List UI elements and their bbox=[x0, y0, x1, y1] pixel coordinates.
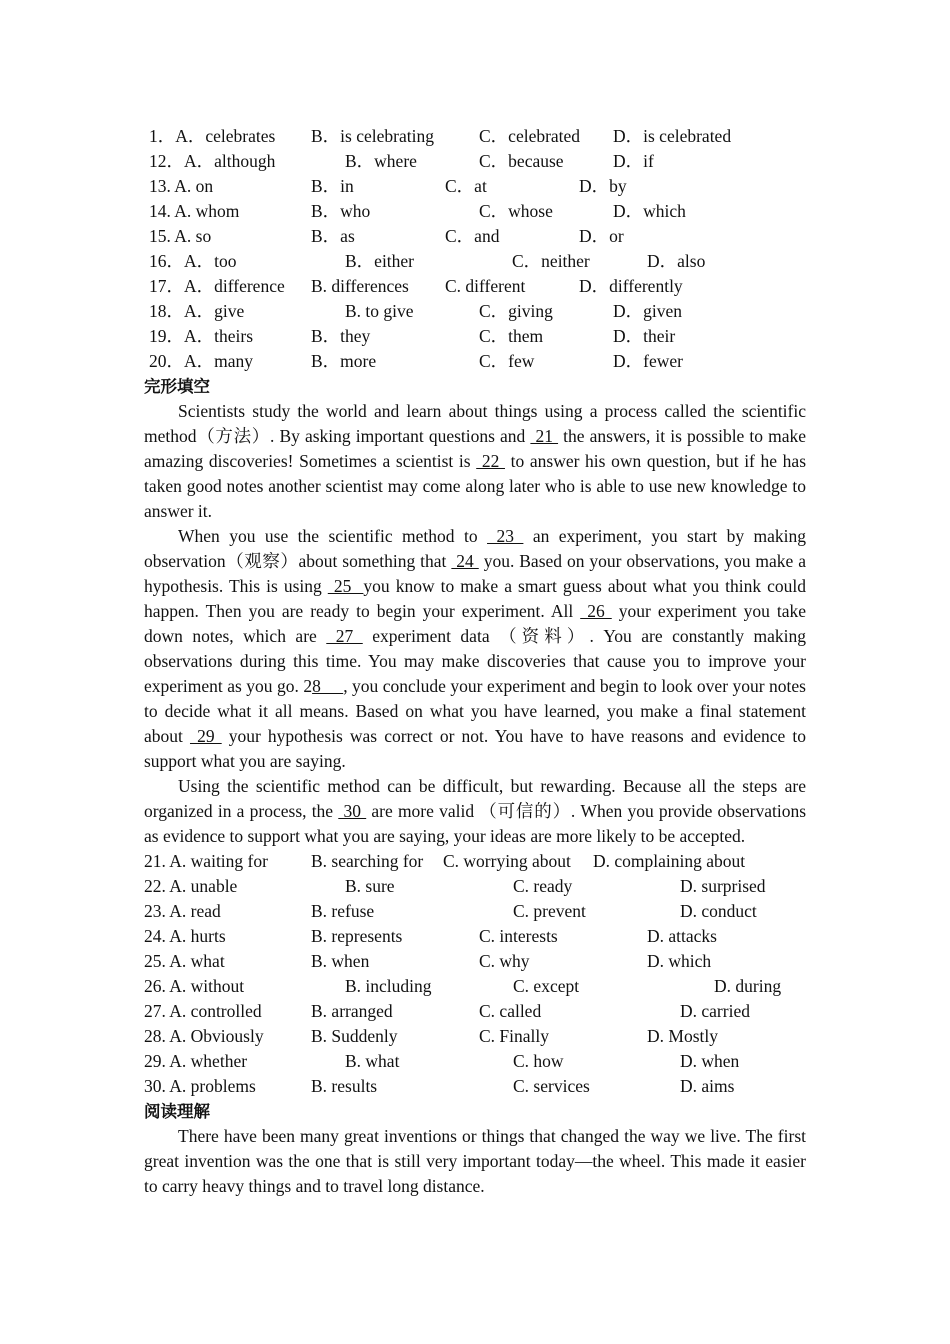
option-c: C．few bbox=[479, 351, 535, 371]
option-c: C．and bbox=[445, 226, 500, 246]
option-d: D．if bbox=[613, 151, 654, 171]
cloze-options bbox=[144, 849, 806, 1099]
blank-27: 27 bbox=[326, 626, 363, 646]
option-a: 21. A. waiting for bbox=[144, 851, 268, 871]
option-c: C. Finally bbox=[479, 1026, 550, 1046]
mc-row bbox=[144, 199, 806, 224]
option-c: C．whose bbox=[479, 201, 553, 221]
blank-26: 26 bbox=[580, 601, 612, 621]
option-c: C．because bbox=[479, 151, 564, 171]
cloze-option-row bbox=[144, 874, 806, 899]
blank-29: 29 bbox=[189, 726, 222, 746]
option-d: D. attacks bbox=[647, 926, 717, 946]
option-b: B. what bbox=[345, 1051, 400, 1071]
mc-row bbox=[144, 324, 806, 349]
mc-block bbox=[144, 124, 806, 374]
option-d: D. complaining about bbox=[593, 851, 746, 871]
option-a: 19．A．theirs bbox=[149, 326, 254, 346]
cloze-option-row bbox=[144, 999, 806, 1024]
option-d: D．by bbox=[579, 176, 627, 196]
option-b: B．either bbox=[345, 251, 415, 271]
option-b: B．they bbox=[311, 326, 371, 346]
option-b: B．in bbox=[311, 176, 354, 196]
option-b: B．as bbox=[311, 226, 355, 246]
option-c: C．them bbox=[479, 326, 544, 346]
option-c: C. except bbox=[513, 976, 580, 996]
option-a: 28. A. Obviously bbox=[144, 1026, 264, 1046]
mc-row bbox=[144, 124, 806, 149]
option-a: 15. A. so bbox=[149, 226, 212, 246]
mc-row bbox=[144, 249, 806, 274]
cloze-option-row bbox=[144, 849, 806, 874]
option-b: B．is celebrating bbox=[311, 126, 434, 146]
option-d: D. Mostly bbox=[647, 1026, 718, 1046]
option-c: C. worrying about bbox=[443, 851, 571, 871]
option-b: B. sure bbox=[345, 876, 395, 896]
option-c: C. services bbox=[513, 1076, 590, 1096]
option-a: 17．A．difference bbox=[149, 276, 285, 296]
cloze-paragraph-3: Using the scientific method can be difficult, but rewarding. Because all the steps are organized in a process, the 30 are more valid （可信的）. When you provide observations as evidence to support what you are saying, your ideas are more likely to be accepted. bbox=[144, 776, 807, 846]
option-a: 16．A．too bbox=[149, 251, 237, 271]
option-a: 29. A. whether bbox=[144, 1051, 248, 1071]
option-b: B. searching for bbox=[311, 851, 424, 871]
option-a: 14. A. whom bbox=[149, 201, 240, 221]
option-b: B. Suddenly bbox=[311, 1026, 398, 1046]
option-b: B．where bbox=[345, 151, 417, 171]
option-b: B. to give bbox=[345, 301, 414, 321]
blank-28: 8 bbox=[312, 676, 344, 696]
option-a: 1．A．celebrates bbox=[149, 126, 276, 146]
mc-row bbox=[144, 274, 806, 299]
option-d: D．given bbox=[613, 301, 683, 321]
option-d: D. aims bbox=[680, 1076, 735, 1096]
option-b: B．who bbox=[311, 201, 371, 221]
mc-row bbox=[144, 299, 806, 324]
blank-24: 24 bbox=[451, 551, 479, 571]
blank-23: 23 bbox=[487, 526, 524, 546]
cloze-option-row bbox=[144, 1074, 806, 1099]
blank-30: 30 bbox=[338, 801, 367, 821]
option-d: D．also bbox=[647, 251, 706, 271]
blank-21: 21 bbox=[530, 426, 559, 446]
option-d: D. during bbox=[714, 976, 782, 996]
option-c: C. ready bbox=[513, 876, 573, 896]
option-c: C. how bbox=[513, 1051, 564, 1071]
option-c: C. prevent bbox=[513, 901, 586, 921]
option-c: C. called bbox=[479, 1001, 542, 1021]
option-a: 13. A. on bbox=[149, 176, 214, 196]
reading-paragraph-1: There have been many great inventions or things that changed the way we live. The first great invention was the one that is still very important today—the wheel. This made it easier to carry heavy things and to travel long distance. bbox=[144, 1126, 806, 1196]
option-a: 26. A. without bbox=[144, 976, 245, 996]
option-b: B．more bbox=[311, 351, 377, 371]
mc-row bbox=[144, 349, 806, 374]
option-a: 24. A. hurts bbox=[144, 926, 226, 946]
option-a: 12．A．although bbox=[149, 151, 276, 171]
cloze-option-row bbox=[144, 899, 806, 924]
option-d: D．is celebrated bbox=[613, 126, 732, 146]
option-d: D．differently bbox=[579, 276, 683, 296]
option-a: 23. A. read bbox=[144, 901, 221, 921]
cloze-option-row bbox=[144, 949, 806, 974]
cloze-option-row bbox=[144, 1049, 806, 1074]
option-b: B. when bbox=[311, 951, 370, 971]
option-b: B. results bbox=[311, 1076, 378, 1096]
option-d: D. when bbox=[680, 1051, 740, 1071]
option-b: B. including bbox=[345, 976, 432, 996]
option-b: B. represents bbox=[311, 926, 403, 946]
cloze-option-row bbox=[144, 1024, 806, 1049]
cloze-option-row bbox=[144, 924, 806, 949]
mc-row bbox=[144, 174, 806, 199]
option-a: 22. A. unable bbox=[144, 876, 238, 896]
option-a: 20．A．many bbox=[149, 351, 254, 371]
option-d: D. which bbox=[647, 951, 712, 971]
option-b: B. arranged bbox=[311, 1001, 393, 1021]
option-d: D. surprised bbox=[680, 876, 766, 896]
option-d: D．their bbox=[613, 326, 676, 346]
worksheet bbox=[144, 124, 806, 1199]
cloze-paragraph-2: When you use the scientific method to 23 an experiment, you start by making observation（观察）about something that 24 you. Based on your observations, you make a hypothesis. This is using 25 you know to make a smart guess about what you think could happen. Then you are ready to begin your experiment. All 26 your experiment you take down notes, which are 27 experiment data （资料）. You are constantly making observations during this time. You may make discoveries that cause you to improve your experiment as you go. 28 , you conclude your experiment and begin to look over your notes to decide what it all means. Based on what you have learned, you make a final statement about 29 your hypothesis was correct or not. You have to have reasons and evidence to support what you are saying. bbox=[144, 526, 807, 771]
option-b: B. refuse bbox=[311, 901, 375, 921]
option-d: D. conduct bbox=[680, 901, 757, 921]
mc-row bbox=[144, 224, 806, 249]
reading-heading: 阅读理解 bbox=[144, 1102, 210, 1121]
option-c: C．celebrated bbox=[479, 126, 581, 146]
option-c: C. different bbox=[445, 276, 526, 296]
option-a: 27. A. controlled bbox=[144, 1001, 262, 1021]
cloze-option-row bbox=[144, 974, 806, 999]
option-d: D．or bbox=[579, 226, 624, 246]
blank-25: 25 bbox=[327, 576, 364, 596]
option-a: 18．A．give bbox=[149, 301, 245, 321]
mc-row bbox=[144, 149, 806, 174]
cloze-heading: 完形填空 bbox=[144, 377, 210, 396]
option-d: D．fewer bbox=[613, 351, 683, 371]
option-c: C．neither bbox=[512, 251, 590, 271]
option-a: 25. A. what bbox=[144, 951, 225, 971]
option-c: C．at bbox=[445, 176, 487, 196]
option-b: B. differences bbox=[311, 276, 409, 296]
blank-22: 22 bbox=[476, 451, 505, 471]
option-a: 30. A. problems bbox=[144, 1076, 256, 1096]
option-d: D．which bbox=[613, 201, 686, 221]
option-c: C. why bbox=[479, 951, 530, 971]
cloze-paragraph-1: Scientists study the world and learn about things using a process called the scientific method（方法）. By asking important questions and 21 the answers, it is possible to make amazing discoveries! Sometimes a scientist is 22 to answer his own question, but if he has taken good notes another scientist may come along later who is able to use new knowledge to answer it. bbox=[144, 401, 806, 521]
option-d: D. carried bbox=[680, 1001, 750, 1021]
option-c: C．giving bbox=[479, 301, 553, 321]
option-c: C. interests bbox=[479, 926, 558, 946]
